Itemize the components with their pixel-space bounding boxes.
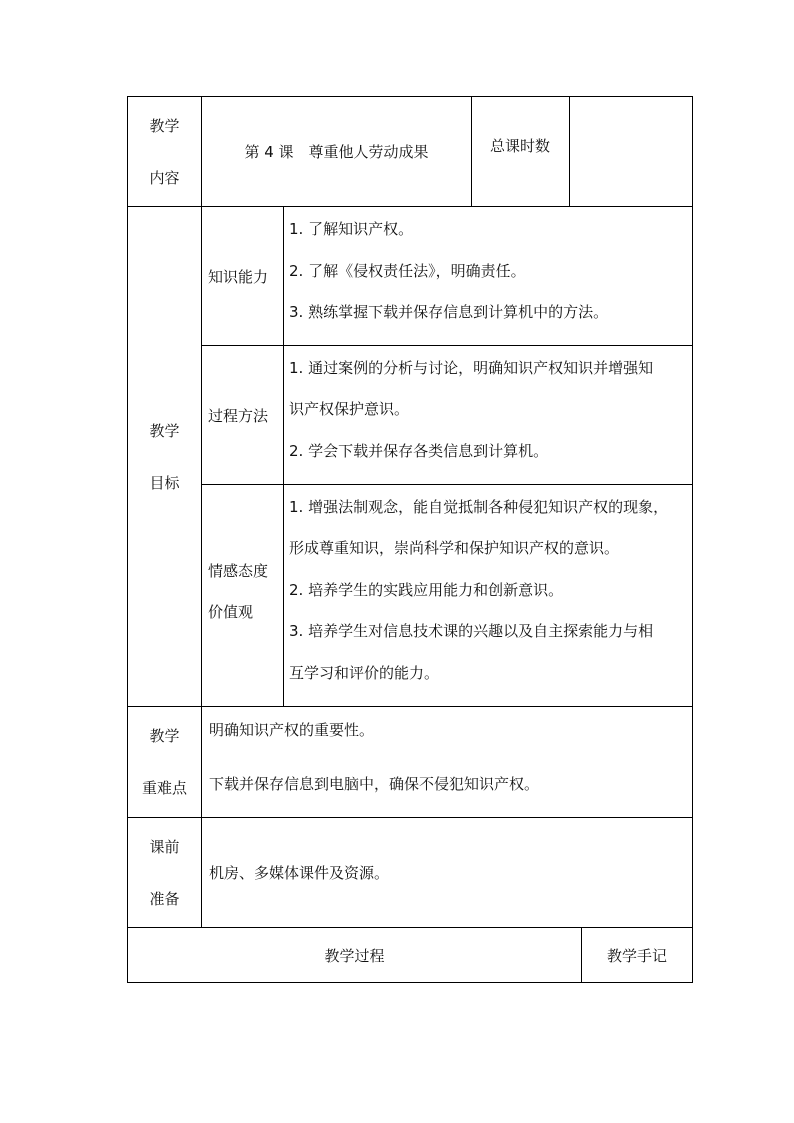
total-hours-label: 总课时数 [490, 137, 551, 155]
list-item: 1. 了解知识产权。 [289, 220, 414, 238]
total-hours-value[interactable] [570, 97, 692, 206]
objectives-label: 教学 目标 [149, 421, 180, 492]
preparation-label: 课前 准备 [149, 837, 180, 908]
teaching-process-header: 教学过程 [324, 946, 385, 965]
list-item: 2. 学会下载并保存各类信息到计算机。 [289, 442, 549, 460]
list-item: 3. 培养学生对信息技术课的兴趣以及自主探索能力与相 [289, 622, 654, 640]
table-border-bottom [127, 982, 693, 983]
list-item: 形成尊重知识，崇尚科学和保护知识产权的意识。 [289, 539, 620, 557]
table-border-right [692, 96, 693, 983]
content-label: 教学 内容 [149, 116, 180, 187]
list-item: 1. 通过案例的分析与讨论，明确知识产权知识并增强知 [289, 359, 654, 377]
list-item: 3. 熟练掌握下载并保存信息到计算机中的方法。 [289, 303, 609, 321]
knowledge-label: 知识能力 [208, 267, 269, 286]
process-label: 过程方法 [208, 406, 269, 425]
lesson-title: 第 4 课 尊重他人劳动成果 [244, 143, 429, 161]
preparation-text: 机房、多媒体课件及资源。 [209, 864, 390, 882]
list-item: 2. 了解《侵权责任法》，明确责任。 [289, 262, 526, 280]
emotion-label: 情感态度 价值观 [208, 562, 269, 621]
list-item: 2. 培养学生的实践应用能力和创新意识。 [289, 581, 564, 599]
key-points-text: 明确知识产权的重要性。 下载并保存信息到电脑中，确保不侵犯知识产权。 [209, 721, 540, 793]
col-divider [283, 206, 284, 706]
key-points-label: 教学 重难点 [141, 727, 187, 797]
list-item: 1. 增强法制观念，能自觉抵制各种侵犯知识产权的现象， [289, 498, 669, 516]
list-item: 识产权保护意识。 [289, 400, 410, 418]
teaching-notes-header: 教学手记 [606, 946, 667, 965]
list-item: 互学习和评价的能力。 [289, 664, 440, 682]
